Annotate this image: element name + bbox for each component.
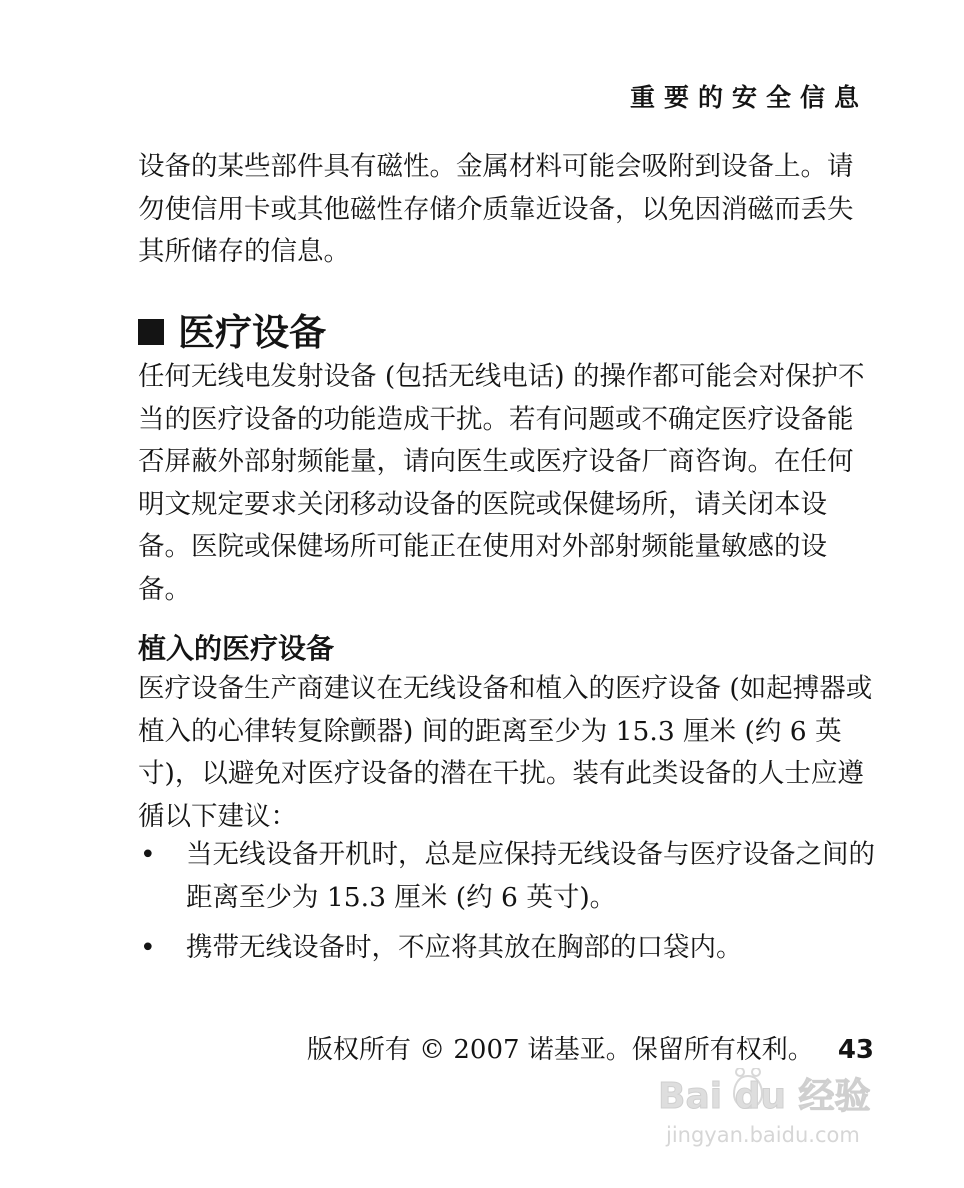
bullet-dot-icon: • — [140, 932, 156, 963]
list-item-text: 携带无线设备时，不应将其放在胸部的口袋内。 — [186, 932, 743, 963]
running-header: 重要的安全信息 — [629, 83, 868, 112]
section-paragraph: 任何无线电发射设备 (包括无线电话) 的操作都可能会对保护不当的医疗设备的功能造成干扰。若有问题或不确定医疗设备能否屏蔽外部射频能量，请向医生或医疗设备厂商咨询。在任何明文规定要求关闭移动设备的医院或保健场所，请关闭本设备。医院或保健场所可能正在使用对外部射频能量敏感的设备。 — [138, 361, 865, 605]
watermark-brand: Bai du 经验 — [658, 1076, 871, 1117]
page-number: 43 — [837, 1035, 874, 1065]
baidu-jingyan-watermark — [656, 1068, 906, 1148]
bullet-dot-icon: • — [140, 839, 156, 870]
page-footer — [307, 1030, 874, 1070]
watermark-url: jingyan.baidu.com — [666, 1123, 860, 1147]
copyright-notice: 版权所有 © 2007 诺基亚。保留所有权利。 — [306, 1035, 814, 1065]
list-item-text: 当无线设备开机时，总是应保持无线设备与医疗设备之间的距离至少为 15.3 厘米 (约 6 英寸)。 — [186, 839, 875, 913]
section-title: 医疗设备 — [178, 311, 326, 354]
list-item — [138, 834, 878, 919]
section-heading — [138, 309, 326, 357]
subsection-paragraph: 医疗设备生产商建议在无线设备和植入的医疗设备 (如起搏器或植入的心律转复除颤器) 间的距离至少为 15.3 厘米 (约 6 英寸)，以避免对医疗设备的潜在干扰。装有此类设备的人士应遵循以下建议： — [138, 673, 873, 832]
intro-paragraph: 设备的某些部件具有磁性。金属材料可能会吸附到设备上。请勿使信用卡或其他磁性存储介质靠近设备，以免因消磁而丢失其所储存的信息。 — [138, 151, 854, 267]
recommendation-list — [138, 834, 878, 978]
square-bullet-icon — [138, 319, 164, 345]
list-item — [138, 927, 878, 970]
subsection-heading: 植入的医疗设备 — [138, 632, 335, 665]
